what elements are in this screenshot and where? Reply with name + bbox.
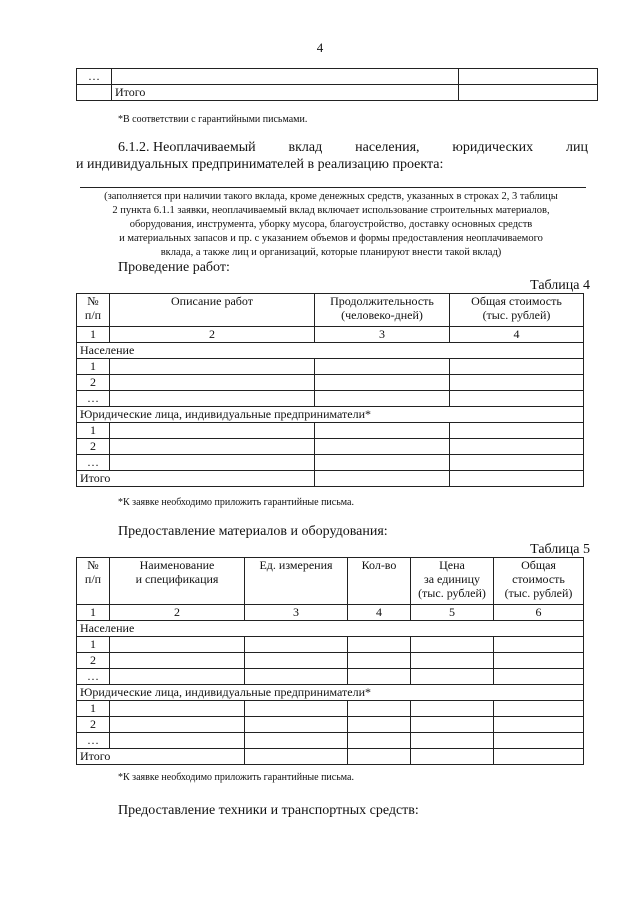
row-number: 2 (77, 439, 110, 455)
row-number: 2 (77, 653, 110, 669)
table-row (77, 749, 584, 765)
table-cell (110, 669, 245, 685)
section-heading-line1 (118, 139, 588, 156)
table-header-row (77, 294, 584, 327)
table-row (77, 69, 598, 85)
table-cell (315, 423, 450, 439)
col-number: 3 (315, 327, 450, 343)
table-cell (110, 391, 315, 407)
total-label: Итого (77, 471, 315, 487)
col-number: 2 (110, 327, 315, 343)
group-label: Юридические лица, индивидуальные предприниматели* (77, 407, 584, 423)
table4-label: Таблица 4 (530, 278, 590, 293)
fill-line (80, 187, 586, 188)
table-cell (110, 455, 315, 471)
table-cell (450, 471, 584, 487)
row-number: … (77, 391, 110, 407)
table-row (77, 391, 584, 407)
table-row (77, 621, 584, 637)
table-cell (494, 717, 584, 733)
table-cell (77, 85, 112, 101)
table-cell (348, 733, 411, 749)
table-cell (411, 701, 494, 717)
group-label: Юридические лица, индивидуальные предприниматели* (77, 685, 584, 701)
table-cell (245, 701, 348, 717)
col-number: 4 (348, 605, 411, 621)
table-cell (245, 717, 348, 733)
note-line: (заполняется при наличии такого вклада, кроме денежных средств, указанных в строках 2, 3 таблицы (104, 191, 558, 202)
table-row (77, 637, 584, 653)
note-line: вклада, а также лиц и организаций, которые планируют внести такой вклад) (160, 247, 502, 258)
table-cell (348, 701, 411, 717)
header-cell: № п/п (77, 294, 110, 327)
table5-label: Таблица 5 (530, 542, 590, 557)
table-cell (348, 637, 411, 653)
header-cell: Общая стоимость (тыс. рублей) (494, 558, 584, 605)
table-cell (315, 455, 450, 471)
table-cell (494, 701, 584, 717)
header-cell: Цена за единицу (тыс. рублей) (411, 558, 494, 605)
group-label: Население (77, 621, 584, 637)
table-cell (494, 653, 584, 669)
header-cell: Общая стоимость (тыс. рублей) (450, 294, 584, 327)
table-cell (494, 669, 584, 685)
table-header-row (77, 558, 584, 605)
heading-word: 6.1.2. Неоплачиваемый (118, 140, 256, 155)
table-cell (245, 749, 348, 765)
table-cell (450, 439, 584, 455)
table-cell (411, 653, 494, 669)
table-cell (494, 637, 584, 653)
heading-word: вклад (288, 140, 323, 155)
table-cell (110, 733, 245, 749)
table-cell (450, 455, 584, 471)
row-number: 2 (77, 375, 110, 391)
table-cell (315, 471, 450, 487)
table4-caption: Проведение работ: (118, 260, 230, 275)
table-cell (494, 733, 584, 749)
table4 (76, 293, 584, 487)
table-cell (110, 375, 315, 391)
row-number: 2 (77, 717, 110, 733)
note-line: и материальных запасов и пр. с указанием объемов и формы предоставления неоплачиваемого (119, 233, 543, 244)
table5-footnote: *К заявке необходимо приложить гарантийные письма. (118, 772, 354, 783)
heading-word: юридических (452, 140, 534, 155)
table-cell (110, 637, 245, 653)
table-cell (348, 653, 411, 669)
table-row (77, 717, 584, 733)
heading-word: лиц (565, 140, 588, 155)
table-row (77, 85, 598, 101)
header-cell: Продолжительность (человеко-дней) (315, 294, 450, 327)
table-cell (411, 733, 494, 749)
table-row (77, 439, 584, 455)
table-row (77, 343, 584, 359)
header-cell: Наименование и спецификация (110, 558, 245, 605)
col-number: 1 (77, 327, 110, 343)
table-row (77, 471, 584, 487)
total-label: Итого (77, 749, 245, 765)
table-cell (450, 359, 584, 375)
table-cell (110, 701, 245, 717)
group-label: Население (77, 343, 584, 359)
table4-footnote: *К заявке необходимо приложить гарантийные письма. (118, 497, 354, 508)
header-cell: Описание работ (110, 294, 315, 327)
table-row (77, 327, 584, 343)
table-row (77, 455, 584, 471)
table-cell (245, 733, 348, 749)
table-cell (459, 85, 598, 101)
top-table (76, 68, 598, 101)
table-row (77, 669, 584, 685)
row-number: 1 (77, 701, 110, 717)
table-cell (110, 359, 315, 375)
table-cell (110, 653, 245, 669)
table-cell (315, 375, 450, 391)
heading-word: населения, (355, 140, 420, 155)
table-cell (348, 717, 411, 733)
table-row (77, 407, 584, 423)
table-cell (245, 637, 348, 653)
table-row (77, 359, 584, 375)
table-cell (450, 423, 584, 439)
table-cell (459, 69, 598, 85)
table-row (77, 701, 584, 717)
table-cell (315, 439, 450, 455)
header-cell: Кол-во (348, 558, 411, 605)
header-cell: № п/п (77, 558, 110, 605)
col-number: 1 (77, 605, 110, 621)
table-cell (348, 669, 411, 685)
table-cell (450, 391, 584, 407)
next-section-caption: Предоставление техники и транспортных средств: (118, 803, 419, 818)
table-row (77, 605, 584, 621)
table-cell (450, 375, 584, 391)
page-number: 4 (316, 40, 324, 55)
col-number: 4 (450, 327, 584, 343)
footnote-guarantee: *В соответствии с гарантийными письмами. (118, 114, 308, 125)
row-number: … (77, 733, 110, 749)
section-heading-line2: и индивидуальных предпринимателей в реализацию проекта: (76, 157, 444, 172)
table-cell (411, 749, 494, 765)
row-number: … (77, 455, 110, 471)
table-row (77, 653, 584, 669)
table-cell (411, 637, 494, 653)
header-cell: Ед. измерения (245, 558, 348, 605)
col-number: 3 (245, 605, 348, 621)
table-cell (110, 717, 245, 733)
table5 (76, 557, 584, 765)
row-number: 1 (77, 423, 110, 439)
table-cell: … (77, 69, 112, 85)
table-row (77, 733, 584, 749)
section-note (70, 190, 592, 260)
table-cell (411, 717, 494, 733)
table-cell (110, 423, 315, 439)
table-cell (315, 391, 450, 407)
table-cell (245, 669, 348, 685)
table5-caption: Предоставление материалов и оборудования: (118, 524, 388, 539)
row-number: 1 (77, 637, 110, 653)
table-cell: Итого (112, 85, 459, 101)
table-cell (110, 439, 315, 455)
note-line: оборудования, инструмента, уборку мусора, благоустройство, доставку основных средств (129, 219, 533, 230)
table-cell (245, 653, 348, 669)
table-row (77, 375, 584, 391)
table-cell (494, 749, 584, 765)
col-number: 5 (411, 605, 494, 621)
table-row (77, 685, 584, 701)
table-cell (112, 69, 459, 85)
col-number: 6 (494, 605, 584, 621)
row-number: … (77, 669, 110, 685)
table-cell (411, 669, 494, 685)
table-row (77, 423, 584, 439)
col-number: 2 (110, 605, 245, 621)
table-cell (348, 749, 411, 765)
note-line: 2 пункта 6.1.1 заявки, неоплачиваемый вклад включает использование строительных материалов, (112, 205, 550, 216)
table-cell (315, 359, 450, 375)
row-number: 1 (77, 359, 110, 375)
